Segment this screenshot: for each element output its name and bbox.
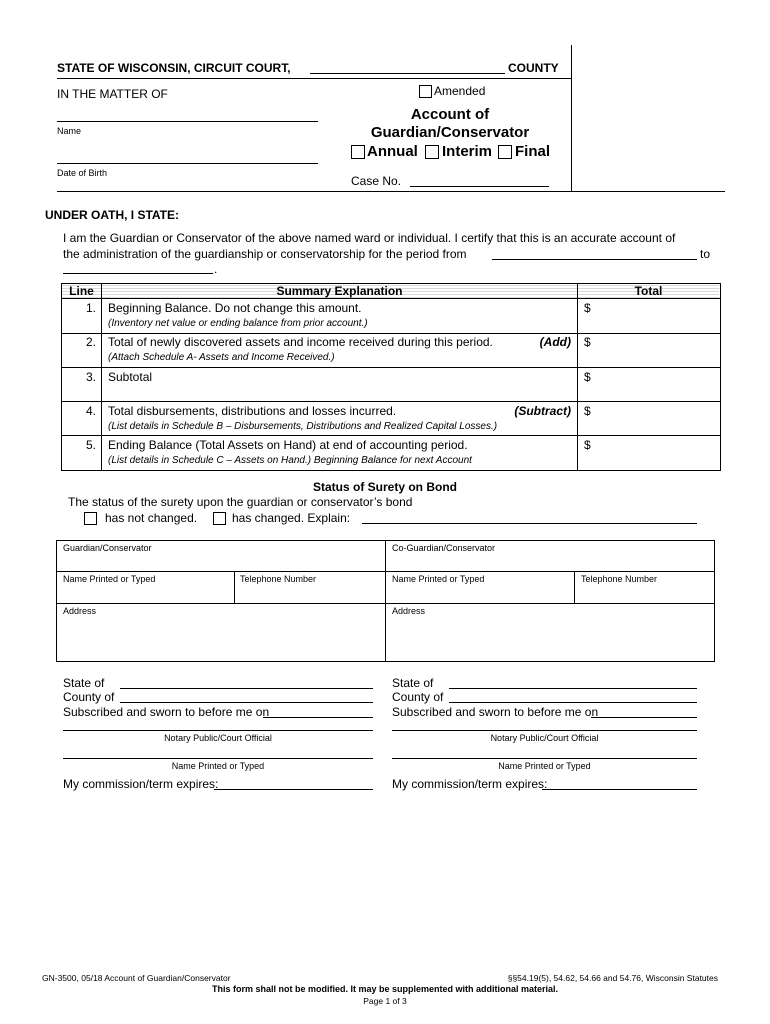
amended-checkbox[interactable] (419, 85, 432, 98)
case-no-label: Case No. (351, 174, 402, 188)
summary-row-3-text: Subtotal (108, 370, 153, 384)
case-no-field[interactable] (410, 186, 549, 187)
summary-row-2-num: 2. (85, 335, 96, 349)
oath-text-line1: I am the Guardian or Conservator of the above named ward or individual. I certify that this is an accurate account of (63, 231, 676, 245)
footer-form-id: GN-3500, 05/18 Account of Guardian/Conservator (42, 973, 231, 983)
summary-row-4-num: 4. (85, 404, 96, 418)
summary-col-divider-1 (101, 283, 102, 470)
notary-left-name-label: Name Printed or Typed (171, 761, 265, 771)
notary-left-state-field[interactable] (120, 688, 373, 689)
summary-row-2-note: (Attach Schedule A- Assets and Income Received.) (108, 352, 335, 363)
signers-rule (56, 571, 714, 572)
not-changed-label: has not changed. (105, 511, 198, 525)
summary-row-5-text: Ending Balance (Total Assets on Hand) at end of accounting period. (108, 438, 468, 452)
summary-row-rule (61, 367, 720, 368)
summary-header-explanation: Summary Explanation (276, 284, 403, 298)
notary-right-name-label: Name Printed or Typed (498, 761, 591, 771)
co-guardian-address-label: Address (392, 606, 426, 616)
not-changed-checkbox[interactable] (84, 512, 97, 525)
caption-rule (57, 78, 571, 79)
notary-right-commission-field[interactable] (542, 789, 697, 790)
ward-name-field[interactable] (57, 121, 318, 122)
oath-heading: UNDER OATH, I STATE: (45, 208, 179, 222)
co-guardian-phone-label: Telephone Number (581, 574, 658, 584)
summary-row-5-currency[interactable]: $ (584, 438, 591, 452)
notary-right-commission-label: My commission/term expires: (392, 777, 548, 791)
notary-left-signature-field[interactable] (63, 730, 373, 731)
period-start-field[interactable] (492, 259, 697, 260)
notary-right-signature-field[interactable] (392, 730, 697, 731)
period-end-field[interactable] (63, 273, 213, 274)
summary-header-total: Total (634, 284, 663, 298)
oath-to-label: to (700, 247, 711, 261)
signers-rule (56, 603, 714, 604)
surety-heading: Status of Surety on Bond (313, 480, 457, 494)
surety-explain-field[interactable] (362, 523, 697, 524)
signers-left-divider (234, 571, 235, 603)
guardian-signature-label: Guardian/Conservator (63, 543, 152, 553)
changed-checkbox[interactable] (213, 512, 226, 525)
notary-left-name-field[interactable] (63, 758, 373, 759)
county-field[interactable] (310, 73, 505, 74)
footer-notice: This form shall not be modified. It may be supplemented with additional material. (211, 984, 559, 994)
final-label: Final (515, 143, 551, 160)
form-title-line1: Account of (410, 106, 490, 123)
interim-checkbox[interactable] (425, 145, 439, 159)
guardian-name-label: Name Printed or Typed (63, 574, 156, 584)
court-caption: STATE OF WISCONSIN, CIRCUIT COURT, (57, 61, 291, 75)
summary-col-divider-2 (577, 283, 578, 470)
summary-header-rule (61, 298, 720, 299)
county-label: COUNTY (508, 61, 559, 75)
summary-row-5-num: 5. (85, 438, 96, 452)
summary-row-4-text: Total disbursements, distributions and losses incurred. (108, 404, 397, 418)
in-the-matter-label: IN THE MATTER OF (57, 87, 168, 101)
period-end-punct: . (214, 262, 218, 276)
footer-page-number: Page 1 of 3 (363, 996, 407, 1006)
interim-label: Interim (442, 143, 493, 160)
form-title-line2: Guardian/Conservator (370, 124, 530, 141)
signers-center-divider (385, 540, 386, 661)
co-guardian-name-label: Name Printed or Typed (392, 574, 485, 584)
guardian-address-label: Address (63, 606, 97, 616)
summary-row-5-note: (List details in Schedule C – Assets on Hand.) Beginning Balance for next Account (108, 455, 472, 466)
co-guardian-signature-label: Co-Guardian/Conservator (392, 543, 496, 553)
footer-statutes: §§54.19(5), 54.62, 54.66 and 54.76, Wisconsin Statutes (507, 973, 718, 983)
summary-row-1-note: (Inventory net value or ending balance from prior account.) (108, 318, 368, 329)
notary-left-date-field[interactable] (263, 717, 373, 718)
summary-row-1-num: 1. (85, 301, 96, 315)
summary-row-2-currency[interactable]: $ (584, 335, 591, 349)
summary-row-2-text: Total of newly discovered assets and income received during this period. (108, 335, 493, 349)
notary-right-state-field[interactable] (449, 688, 697, 689)
notary-left-commission-label: My commission/term expires: (63, 777, 219, 791)
notary-right-subscribed-label: Subscribed and sworn to before me on (392, 705, 599, 719)
name-label: Name (57, 126, 82, 136)
summary-row-4-tag: (Subtract) (514, 404, 571, 418)
annual-checkbox[interactable] (351, 145, 365, 159)
changed-label: has changed. Explain: (232, 511, 351, 525)
annual-label: Annual (367, 143, 418, 160)
caption-divider (571, 45, 572, 191)
notary-left-subscribed-label: Subscribed and sworn to before me on (63, 705, 270, 719)
guardian-phone-label: Telephone Number (240, 574, 317, 584)
notary-right-county-label: County of (392, 690, 444, 704)
signers-right-divider (574, 571, 575, 603)
summary-row-rule (61, 435, 720, 436)
final-checkbox[interactable] (498, 145, 512, 159)
notary-right-date-field[interactable] (591, 717, 697, 718)
notary-left-official-label: Notary Public/Court Official (164, 733, 272, 743)
summary-row-4-currency[interactable]: $ (584, 404, 591, 418)
summary-row-3-num: 3. (85, 370, 96, 384)
notary-left-county-field[interactable] (120, 702, 373, 703)
summary-row-1-text: Beginning Balance. Do not change this amount. (108, 301, 362, 315)
notary-right-county-field[interactable] (449, 702, 697, 703)
date-of-birth-field[interactable] (57, 163, 318, 164)
notary-left-commission-field[interactable] (214, 789, 373, 790)
caption-bottom-rule (57, 191, 725, 192)
amended-label: Amended (434, 84, 486, 98)
summary-row-2-tag: (Add) (539, 335, 571, 349)
summary-row-4-note: (List details in Schedule B – Disbursements, Distributions and Realized Capital Losses.) (108, 421, 498, 432)
summary-header-line: Line (69, 284, 94, 298)
notary-right-state-label: State of (392, 676, 434, 690)
oath-text-line2: the administration of the guardianship or conservatorship for the period from (63, 247, 467, 261)
notary-right-name-field[interactable] (392, 758, 697, 759)
summary-row-rule (61, 333, 720, 334)
notary-left-state-label: State of (63, 676, 105, 690)
summary-row-rule (61, 401, 720, 402)
summary-row-1-currency[interactable]: $ (584, 301, 591, 315)
notary-right-official-label: Notary Public/Court Official (490, 733, 599, 743)
surety-text: The status of the surety upon the guardian or conservator’s bond (68, 495, 413, 509)
date-of-birth-label: Date of Birth (57, 168, 108, 178)
summary-row-3-currency[interactable]: $ (584, 370, 591, 384)
notary-left-county-label: County of (63, 690, 115, 704)
